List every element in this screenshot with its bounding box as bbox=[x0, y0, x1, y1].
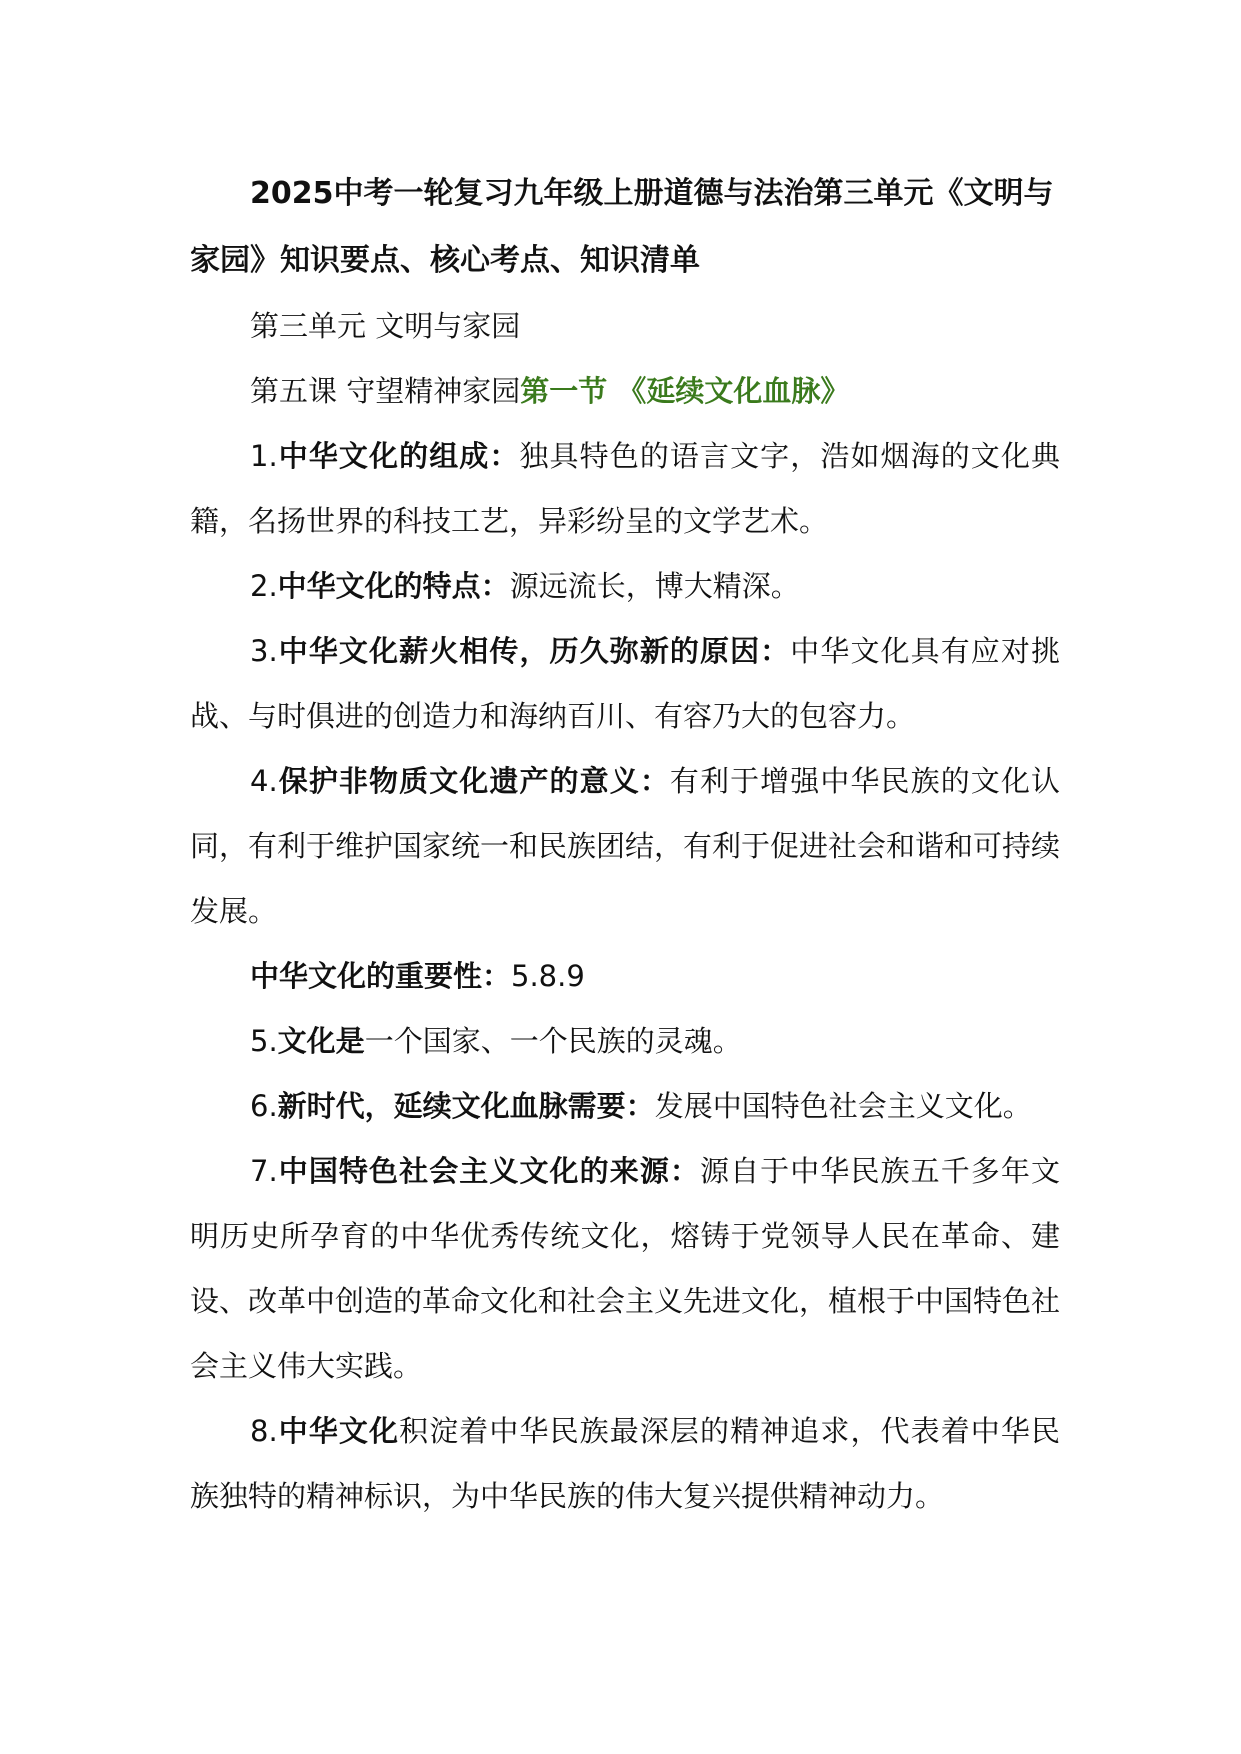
item-number: 3. bbox=[250, 634, 278, 668]
knowledge-item-1 bbox=[190, 424, 1060, 554]
item-key: 保护非物质文化遗产的意义： bbox=[277, 764, 670, 798]
document-content bbox=[190, 160, 1060, 1529]
knowledge-item-5 bbox=[190, 1009, 1060, 1074]
item-number: 8. bbox=[250, 1414, 278, 1448]
item-key: 中华文化的特点： bbox=[277, 569, 510, 603]
item-number: 4. bbox=[250, 764, 278, 798]
item-text: 源远流长，博大精深。 bbox=[509, 569, 800, 603]
lesson-title: 第五课 守望精神家园 bbox=[250, 374, 521, 408]
knowledge-item-7 bbox=[190, 1139, 1060, 1399]
item-key: 文化是 bbox=[277, 1024, 365, 1058]
lesson-heading bbox=[190, 359, 1060, 424]
importance-label: 中华文化的重要性： bbox=[250, 959, 512, 993]
item-number: 5. bbox=[250, 1024, 278, 1058]
item-text: 一个国家、一个民族的灵魂。 bbox=[364, 1024, 742, 1058]
knowledge-item-2 bbox=[190, 554, 1060, 619]
section-title: 第一节 《延续文化血脉》 bbox=[520, 374, 850, 408]
item-key: 中国特色社会主义文化的来源： bbox=[277, 1154, 700, 1188]
knowledge-item-3 bbox=[190, 619, 1060, 749]
item-key: 中华文化 bbox=[277, 1414, 400, 1448]
unit-heading: 第三单元 文明与家园 bbox=[250, 309, 521, 343]
item-text: 源自于中华民族五千多年文明历史所孕育的中华优秀传统文化，熔铸于党领导人民在革命、建设、改革中创造的革命文化和社会主义先进文化，植根于中国特色社会主义伟大实践。 bbox=[190, 1154, 1061, 1383]
item-key: 中华文化薪火相传，历久弥新的原因： bbox=[277, 634, 791, 668]
item-number: 6. bbox=[250, 1089, 278, 1123]
knowledge-item-6 bbox=[190, 1074, 1060, 1139]
item-number: 7. bbox=[250, 1154, 278, 1188]
item-number: 1. bbox=[250, 439, 278, 473]
document-title: 2025中考一轮复习九年级上册道德与法治第三单元《文明与家园》知识要点、核心考点、知识清单 bbox=[190, 176, 1054, 278]
knowledge-item-8 bbox=[190, 1399, 1060, 1529]
item-key: 中华文化的组成： bbox=[277, 439, 520, 473]
importance-line bbox=[190, 944, 1060, 1009]
item-text: 发展中国特色社会主义文化。 bbox=[654, 1089, 1032, 1123]
importance-value: 5.8.9 bbox=[511, 959, 585, 993]
item-text: 中华文化具有应对挑战、与时俱进的创造力和海纳百川、有容乃大的包容力。 bbox=[190, 634, 1060, 733]
item-text: 独具特色的语言文字，浩如烟海的文化典籍，名扬世界的科技工艺，异彩纷呈的文学艺术。 bbox=[190, 439, 1060, 538]
item-text: 有利于增强中华民族的文化认同，有利于维护国家统一和民族团结，有利于促进社会和谐和可持续发展。 bbox=[190, 764, 1061, 928]
item-key: 新时代，延续文化血脉需要： bbox=[277, 1089, 655, 1123]
knowledge-item-4 bbox=[190, 749, 1060, 944]
item-number: 2. bbox=[250, 569, 278, 603]
item-text: 积淀着中华民族最深层的精神追求，代表着中华民族独特的精神标识，为中华民族的伟大复兴提供精神动力。 bbox=[190, 1414, 1060, 1513]
